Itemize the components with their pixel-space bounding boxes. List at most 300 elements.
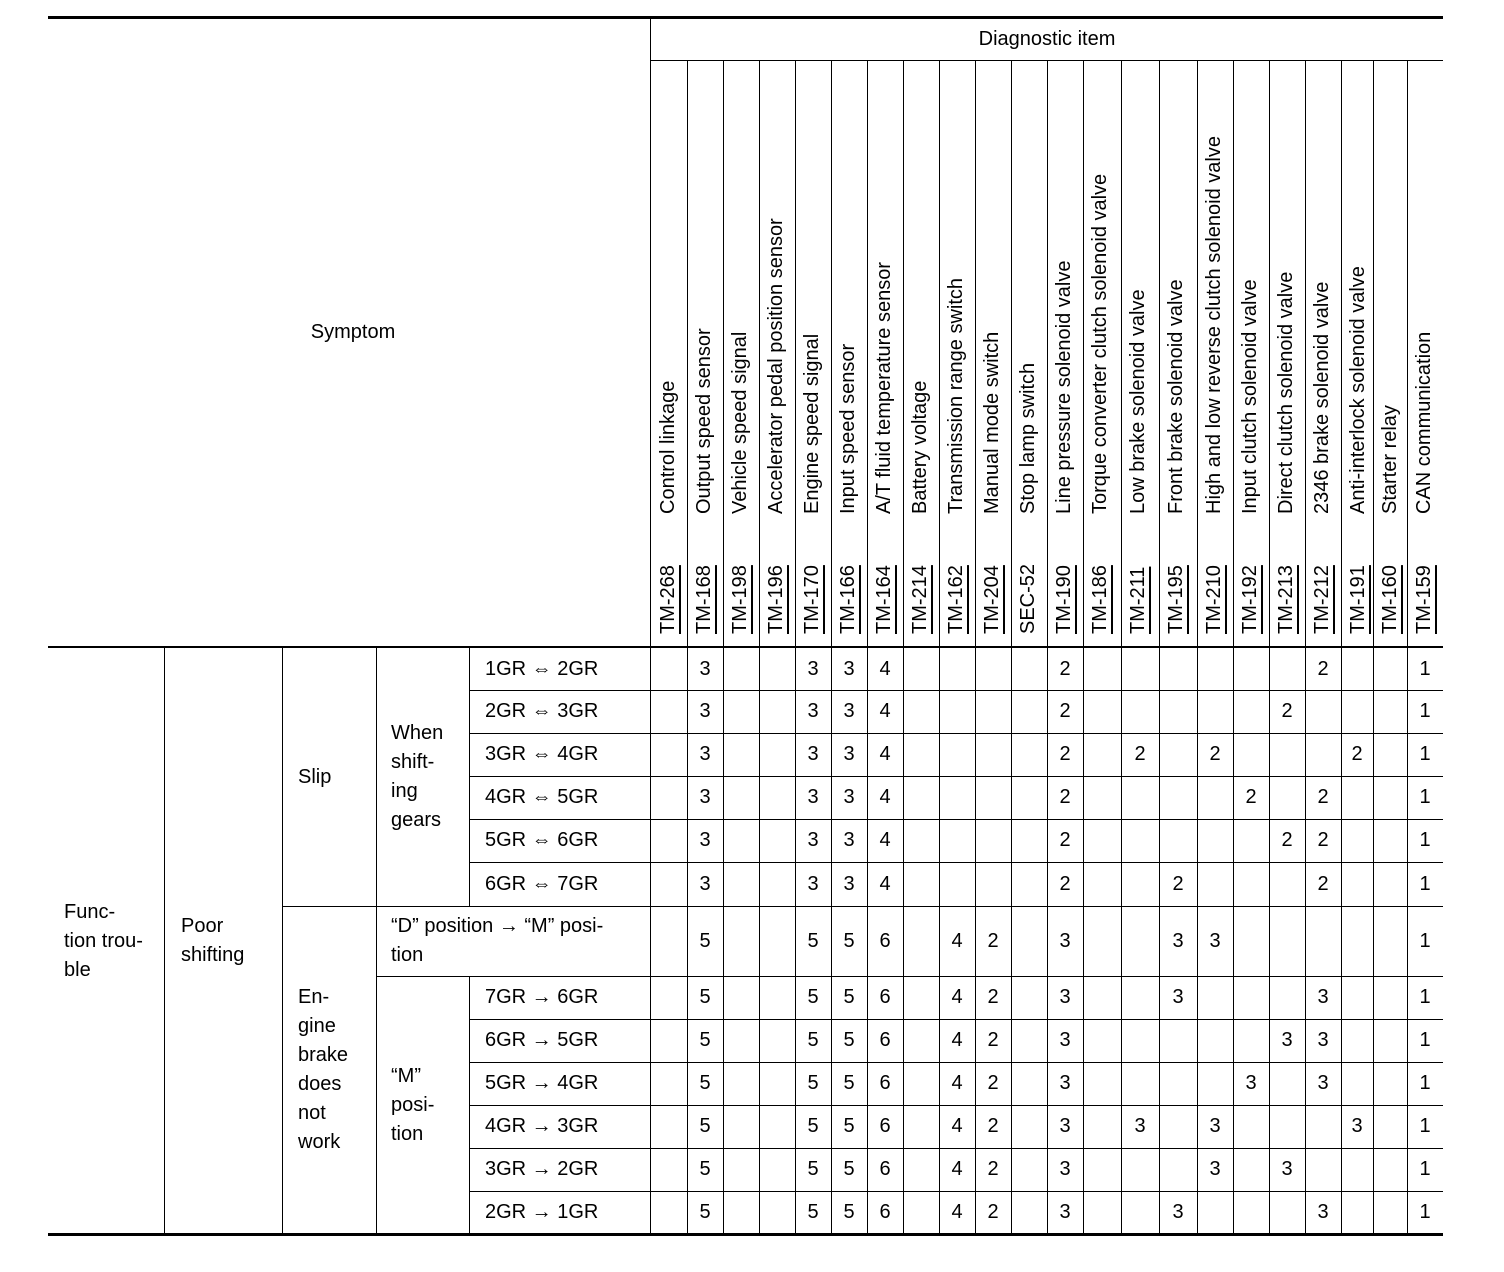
table-cell	[723, 648, 759, 690]
row-divider	[469, 819, 1443, 820]
table-cell: 4	[951, 1201, 963, 1223]
table-cell: 3	[1281, 1029, 1293, 1051]
engine-brake-label: En- gine brake does not work	[298, 986, 349, 1153]
table-cell	[1373, 648, 1407, 690]
table-cell	[1373, 1148, 1407, 1191]
row-divider	[469, 1019, 1443, 1020]
table-cell	[759, 1062, 795, 1105]
table-cell: 1	[1419, 829, 1431, 851]
table-cell	[903, 1019, 939, 1062]
table-cell	[1269, 1105, 1305, 1148]
table-cell: 2	[987, 986, 999, 1008]
table-cell: 2	[987, 1029, 999, 1051]
table-cell	[651, 976, 687, 1019]
table-cell: 2	[1059, 829, 1071, 851]
table-cell	[975, 819, 1011, 862]
table-cell	[1121, 862, 1159, 906]
table-cell	[1083, 1062, 1121, 1105]
column-header-name: Control linkage	[657, 380, 679, 514]
table-cell	[975, 776, 1011, 819]
column-header-ref-link[interactable]: SEC-52	[1017, 563, 1039, 634]
table-cell	[1083, 690, 1121, 733]
table-cell: 3	[1317, 1072, 1329, 1094]
table-cell	[759, 733, 795, 776]
table-cell: 3	[843, 743, 855, 765]
poor-shifting-label: Poor shifting	[181, 915, 245, 966]
table-cell	[939, 776, 975, 819]
table-cell: 4	[879, 829, 891, 851]
table-cell: 5	[699, 1115, 711, 1137]
table-cell: 2	[1209, 743, 1221, 765]
table-cell	[759, 648, 795, 690]
table-cell	[1305, 906, 1341, 976]
table-cell: 2	[987, 929, 999, 952]
table-cell	[1011, 906, 1047, 976]
column-header-ref-link[interactable]: TM-213	[1275, 565, 1297, 634]
table-cell	[1373, 906, 1407, 976]
column-divider	[975, 60, 976, 1234]
table-cell	[723, 906, 759, 976]
column-header-name: Accelerator pedal position sensor	[765, 218, 787, 514]
column-header-name: Output speed sensor	[693, 328, 715, 514]
table-cell: 3	[699, 657, 711, 680]
column-divider	[1121, 60, 1122, 1234]
table-cell: 3	[699, 872, 711, 895]
table-cell	[1011, 648, 1047, 690]
table-cell: 5	[843, 1201, 855, 1223]
table-cell	[1011, 1019, 1047, 1062]
table-cell: 1	[1419, 872, 1431, 895]
column-header-name: Low brake solenoid valve	[1127, 289, 1149, 514]
column-divider	[903, 60, 904, 1234]
table-cell	[1373, 976, 1407, 1019]
table-cell	[1159, 1019, 1197, 1062]
table-cell	[759, 776, 795, 819]
column-divider	[1159, 60, 1160, 1234]
column-header-ref-link[interactable]: TM-196	[765, 565, 787, 634]
column-header-name: Anti-interlock solenoid valve	[1347, 266, 1369, 514]
row-divider	[469, 1191, 1443, 1192]
table-cell	[723, 1062, 759, 1105]
table-cell	[1083, 1191, 1121, 1234]
row-divider	[469, 862, 1443, 863]
table-cell: 6	[879, 1029, 891, 1051]
column-header-ref-link[interactable]: TM-162	[945, 565, 967, 634]
table-cell: 2	[1172, 872, 1184, 895]
column-header-ref-link[interactable]: TM-214	[909, 565, 931, 634]
table-cell	[1269, 733, 1305, 776]
table-cell: 5	[699, 1158, 711, 1180]
table-cell	[1233, 690, 1269, 733]
table-cell: 3	[1281, 1158, 1293, 1180]
column-header-name: Engine speed signal	[801, 333, 823, 514]
table-cell: 4	[951, 1158, 963, 1180]
table-cell	[723, 1148, 759, 1191]
table-cell	[1121, 776, 1159, 819]
table-cell	[1341, 819, 1373, 862]
column-header-ref-link[interactable]: TM-204	[981, 565, 1003, 634]
table-cell: 2	[1059, 743, 1071, 765]
table-cell: 2	[987, 1115, 999, 1137]
row-divider	[469, 1062, 1443, 1063]
table-cell: 2	[987, 1158, 999, 1180]
table-cell: 2	[1281, 700, 1293, 722]
table-cell	[939, 648, 975, 690]
table-cell	[1121, 819, 1159, 862]
table-cell	[1269, 976, 1305, 1019]
table-cell	[1233, 862, 1269, 906]
table-cell	[723, 690, 759, 733]
table-cell: 5	[843, 929, 855, 952]
table-cell: 2	[1059, 786, 1071, 808]
table-cell	[903, 819, 939, 862]
table-cell	[759, 862, 795, 906]
table-cell	[651, 733, 687, 776]
table-cell	[723, 1019, 759, 1062]
table-cell: 2	[1059, 657, 1071, 680]
table-cell	[903, 862, 939, 906]
table-cell: 3	[1059, 1072, 1071, 1094]
table-cell	[723, 733, 759, 776]
table-cell	[1373, 733, 1407, 776]
table-cell: 1	[1419, 786, 1431, 808]
table-cell	[1159, 819, 1197, 862]
table-cell	[1121, 1019, 1159, 1062]
table-cell: 4	[951, 1115, 963, 1137]
table-cell: 3	[843, 700, 855, 722]
column-header-ref-link[interactable]: TM-210	[1203, 565, 1225, 634]
table-cell: 5	[807, 1115, 819, 1137]
table-cell: 1	[1419, 1201, 1431, 1223]
table-cell	[1341, 906, 1373, 976]
column-header-name: High and low reverse clutch solenoid valve	[1203, 136, 1225, 514]
table-cell: 1	[1419, 700, 1431, 722]
table-cell	[759, 1105, 795, 1148]
table-cell: 2	[1059, 700, 1071, 722]
table-cell	[759, 819, 795, 862]
column-divider	[687, 60, 688, 1234]
table-cell	[1373, 1105, 1407, 1148]
row-divider	[376, 976, 1443, 977]
table-cell	[1083, 862, 1121, 906]
column-divider	[759, 60, 760, 1234]
table-cell	[1373, 862, 1407, 906]
table-cell	[1341, 976, 1373, 1019]
table-cell: 4	[951, 929, 963, 952]
table-cell	[903, 776, 939, 819]
table-cell	[759, 976, 795, 1019]
top-border	[48, 16, 1443, 19]
column-header-name: Input clutch solenoid valve	[1239, 279, 1261, 514]
table-cell	[1083, 819, 1121, 862]
table-cell	[723, 819, 759, 862]
table-cell: 2	[1134, 743, 1146, 765]
table-cell	[939, 862, 975, 906]
table-cell	[1121, 648, 1159, 690]
table-cell: 2	[1059, 872, 1071, 895]
row-label: 4GR → 3GR	[485, 1115, 599, 1137]
table-cell	[1159, 733, 1197, 776]
table-cell	[651, 862, 687, 906]
table-cell: 4	[951, 1029, 963, 1051]
table-cell: 3	[699, 786, 711, 808]
column-divider	[723, 60, 724, 1234]
table-cell	[759, 906, 795, 976]
table-cell	[1373, 776, 1407, 819]
table-cell	[1269, 862, 1305, 906]
column-header-ref-link[interactable]: TM-164	[873, 565, 895, 634]
table-cell: 5	[807, 1158, 819, 1180]
table-cell	[975, 862, 1011, 906]
table-cell: 1	[1419, 743, 1431, 765]
table-cell	[1197, 648, 1233, 690]
table-cell	[1233, 906, 1269, 976]
table-cell	[1373, 690, 1407, 733]
table-cell: 6	[879, 1072, 891, 1094]
table-cell: 3	[1059, 1115, 1071, 1137]
table-cell	[1159, 1148, 1197, 1191]
table-cell: 5	[807, 1201, 819, 1223]
table-cell	[723, 776, 759, 819]
row-divider	[469, 776, 1443, 777]
table-cell	[1197, 776, 1233, 819]
column-divider	[1047, 60, 1048, 1234]
table-cell	[1197, 1191, 1233, 1234]
column-header-name: Line pressure solenoid valve	[1053, 260, 1075, 514]
table-cell: 5	[807, 1072, 819, 1094]
column-header-name: Vehicle speed signal	[729, 331, 751, 514]
left-divider	[282, 646, 283, 1234]
column-divider	[1305, 60, 1306, 1234]
table-cell	[1121, 976, 1159, 1019]
column-header-ref-link[interactable]: TM-195	[1165, 565, 1187, 634]
column-header-name: Transmission range switch	[945, 277, 967, 514]
table-cell	[1341, 1191, 1373, 1234]
table-cell: 3	[807, 786, 819, 808]
table-cell	[651, 1148, 687, 1191]
table-cell	[1159, 648, 1197, 690]
table-cell: 3	[699, 829, 711, 851]
table-cell	[903, 733, 939, 776]
table-cell	[1373, 819, 1407, 862]
column-header-ref-link[interactable]: TM-212	[1311, 565, 1333, 634]
table-cell	[1233, 819, 1269, 862]
table-cell: 1	[1419, 657, 1431, 680]
table-cell: 2	[1281, 829, 1293, 851]
column-divider	[1407, 60, 1408, 1234]
column-header-ref-link[interactable]: TM-168	[693, 565, 715, 634]
column-header-ref-link[interactable]: TM-166	[837, 565, 859, 634]
table-cell: 3	[843, 829, 855, 851]
column-header-ref-link[interactable]: TM-186	[1089, 565, 1111, 634]
column-header-name: Front brake solenoid valve	[1165, 279, 1187, 514]
column-header-ref-link[interactable]: TM-268	[657, 565, 679, 634]
table-cell	[1305, 690, 1341, 733]
table-cell: 3	[1172, 986, 1184, 1008]
table-cell: 6	[879, 986, 891, 1008]
column-divider	[1197, 60, 1198, 1234]
column-header-ref-link[interactable]: TM-211	[1127, 566, 1149, 634]
table-cell: 3	[807, 829, 819, 851]
table-cell	[975, 733, 1011, 776]
table-cell	[1233, 1148, 1269, 1191]
table-cell	[1341, 1148, 1373, 1191]
column-header-ref-link[interactable]: TM-191	[1347, 565, 1369, 634]
column-header-name: Battery voltage	[909, 380, 931, 514]
table-cell: 2	[1351, 743, 1363, 765]
table-cell: 3	[1351, 1115, 1363, 1137]
table-cell	[651, 1105, 687, 1148]
table-cell: 3	[699, 700, 711, 722]
table-cell	[651, 776, 687, 819]
column-divider	[1341, 60, 1342, 1234]
table-cell	[651, 1019, 687, 1062]
table-cell: 4	[879, 700, 891, 722]
table-cell	[1305, 1105, 1341, 1148]
table-cell	[1269, 1191, 1305, 1234]
m-position-label: “M” posi- tion	[391, 1064, 435, 1145]
table-cell	[1305, 1148, 1341, 1191]
table-cell	[975, 690, 1011, 733]
table-cell	[939, 819, 975, 862]
left-divider	[164, 646, 165, 1234]
column-header-ref-link[interactable]: TM-160	[1379, 565, 1401, 634]
column-divider	[867, 60, 868, 1234]
table-cell: 4	[879, 872, 891, 895]
table-cell	[1083, 1148, 1121, 1191]
row-label: 3GR → 2GR	[485, 1158, 599, 1180]
column-divider	[831, 60, 832, 1234]
column-divider	[939, 60, 940, 1234]
left-divider	[376, 646, 377, 1234]
column-header-name: Torque converter clutch solenoid valve	[1089, 173, 1111, 514]
table-cell	[651, 648, 687, 690]
table-cell: 4	[951, 1072, 963, 1094]
row-label: 2GR → 1GR	[485, 1201, 599, 1223]
table-cell: 3	[807, 700, 819, 722]
table-cell: 5	[807, 986, 819, 1008]
table-cell: 3	[699, 743, 711, 765]
table-cell: 2	[1317, 872, 1329, 895]
row-label: 7GR → 6GR	[485, 986, 599, 1008]
table-cell	[1159, 1105, 1197, 1148]
table-cell: 6	[879, 929, 891, 952]
table-cell	[1121, 1062, 1159, 1105]
table-cell	[1305, 733, 1341, 776]
table-cell	[651, 819, 687, 862]
table-cell: 3	[1134, 1115, 1146, 1137]
row-label: 5GR ⇔ 6GR	[485, 829, 599, 851]
column-divider	[1269, 60, 1270, 1234]
table-cell: 2	[1245, 786, 1257, 808]
table-cell: 6	[879, 1115, 891, 1137]
table-cell	[903, 976, 939, 1019]
table-cell	[723, 1105, 759, 1148]
table-cell	[1083, 1019, 1121, 1062]
row-label: 2GR ⇔ 3GR	[485, 700, 599, 722]
table-cell: 3	[843, 657, 855, 680]
table-cell: 3	[1209, 1115, 1221, 1137]
table-cell: 4	[879, 657, 891, 680]
column-divider	[795, 60, 796, 1234]
table-cell: 5	[699, 986, 711, 1008]
row-label: 3GR ⇔ 4GR	[485, 743, 599, 765]
column-header-ref-link[interactable]: TM-159	[1413, 565, 1435, 634]
diagnostic-item-header: Diagnostic item	[978, 27, 1116, 50]
column-divider	[1233, 60, 1234, 1234]
table-cell	[1233, 648, 1269, 690]
table-cell: 3	[1059, 1158, 1071, 1180]
table-cell	[939, 690, 975, 733]
table-cell	[1269, 1062, 1305, 1105]
table-cell	[1233, 733, 1269, 776]
column-header-name: 2346 brake solenoid valve	[1311, 281, 1333, 514]
table-cell: 3	[1317, 986, 1329, 1008]
symptom-header: Symptom	[310, 320, 396, 343]
table-cell	[1373, 1019, 1407, 1062]
table-cell	[723, 976, 759, 1019]
table-cell: 5	[843, 986, 855, 1008]
table-cell	[1341, 1062, 1373, 1105]
table-cell	[1083, 733, 1121, 776]
column-header-ref-link[interactable]: TM-192	[1239, 565, 1261, 634]
table-cell: 3	[807, 743, 819, 765]
table-cell: 1	[1419, 929, 1431, 952]
table-cell: 2	[1317, 786, 1329, 808]
row-divider	[469, 733, 1443, 734]
column-header-ref-link[interactable]: TM-190	[1053, 565, 1075, 634]
column-header-name: Stop lamp switch	[1017, 362, 1039, 514]
table-cell	[903, 648, 939, 690]
table-cell	[1197, 1019, 1233, 1062]
column-header-ref-link[interactable]: TM-198	[729, 565, 751, 634]
table-cell	[903, 1062, 939, 1105]
table-cell	[1233, 976, 1269, 1019]
table-cell	[1197, 862, 1233, 906]
table-cell	[1197, 819, 1233, 862]
when-shifting-gears-label: When shift- ing gears	[391, 722, 444, 831]
column-divider	[1373, 60, 1374, 1234]
row-label: 1GR ⇔ 2GR	[485, 657, 599, 680]
table-cell	[1341, 690, 1373, 733]
column-header-name: A/T fluid temperature sensor	[873, 262, 895, 514]
table-cell: 3	[807, 872, 819, 895]
table-cell	[903, 1191, 939, 1234]
column-header-name: CAN communication	[1413, 331, 1435, 514]
table-cell: 5	[807, 1029, 819, 1051]
table-cell: 5	[699, 1029, 711, 1051]
table-cell: 5	[843, 1072, 855, 1094]
table-cell: 3	[1209, 929, 1221, 952]
column-header-ref-link[interactable]: TM-170	[801, 565, 823, 634]
table-cell: 2	[987, 1072, 999, 1094]
table-cell	[651, 690, 687, 733]
row-divider	[282, 906, 1443, 907]
table-cell	[1011, 690, 1047, 733]
table-cell: 1	[1419, 1072, 1431, 1094]
table-cell	[903, 1148, 939, 1191]
table-cell: 3	[1059, 929, 1071, 952]
table-cell: 1	[1419, 1158, 1431, 1180]
function-trouble-label: Func- tion trou- ble	[64, 900, 143, 981]
table-cell	[1159, 1062, 1197, 1105]
table-cell: 5	[699, 1201, 711, 1223]
table-cell	[1159, 776, 1197, 819]
table-cell	[1121, 1191, 1159, 1234]
table-cell	[651, 1062, 687, 1105]
table-cell	[1269, 648, 1305, 690]
table-cell	[759, 1191, 795, 1234]
